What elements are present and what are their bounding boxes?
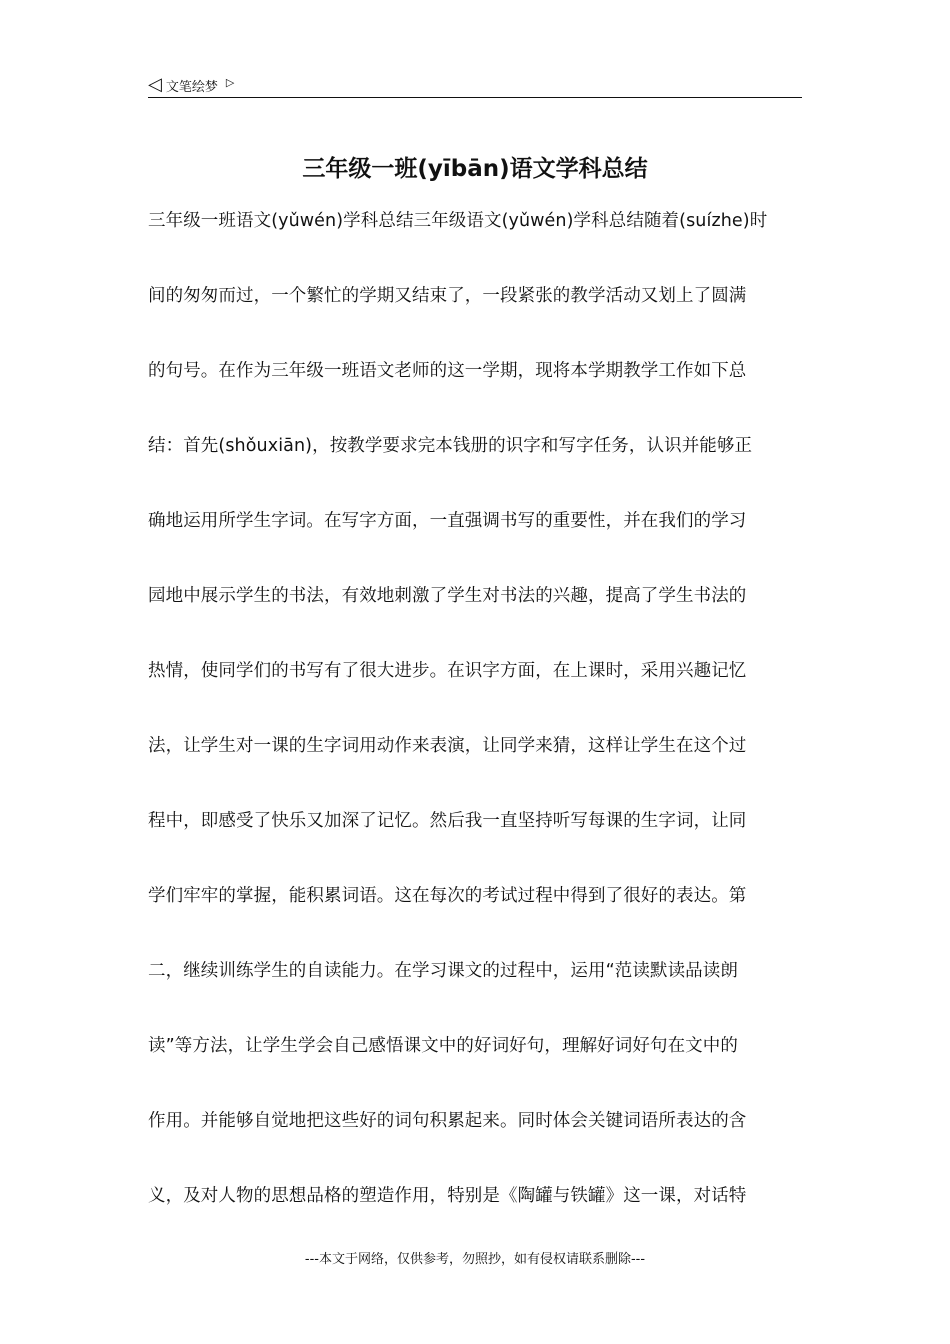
- body-line-8: 法，让学生对一课的生字词用动作来表演，让同学来猜，这样让学生在这个过: [148, 736, 747, 756]
- body-line-2: 间的匆匆而过，一个繁忙的学期又结束了，一段紧张的教学活动又划上了圆满: [148, 286, 747, 306]
- body-line-1: 三年级一班语文(yǔwén)学科总结三年级语文(yǔwén)学科总结随着(suízhe)时: [148, 211, 768, 231]
- page-header: [148, 72, 802, 98]
- right-triangle-icon: ▷: [225, 75, 235, 89]
- body-line-9: 程中，即感受了快乐又加深了记忆。然后我一直坚持听写每课的生字词，让同: [148, 811, 747, 831]
- body-line-13: 作用。并能够自觉地把这些好的词句积累起来。同时体会关键词语所表达的含: [148, 1111, 747, 1131]
- body-line-7: 热情，使同学们的书写有了很大进步。在识字方面，在上课时，采用兴趣记忆: [148, 661, 747, 681]
- body-line-5: 确地运用所学生字词。在写字方面，一直强调书写的重要性，并在我们的学习: [148, 511, 747, 531]
- body-line-10: 学们牢牢的掌握，能积累词语。这在每次的考试过程中得到了很好的表达。第: [148, 886, 747, 906]
- header-divider: [148, 97, 802, 98]
- body-line-11: 二，继续训练学生的自读能力。在学习课文的过程中，运用“范读默读品读朗: [148, 961, 738, 981]
- left-triangle-icon: ◁: [148, 74, 162, 95]
- body-line-6: 园地中展示学生的书法，有效地刺激了学生对书法的兴趣，提高了学生书法的: [148, 586, 747, 606]
- document-title: 三年级一班(yībān)语文学科总结: [302, 156, 648, 182]
- page-footer: ---本文于网络，仅供参考，勿照抄，如有侵权请联系删除---: [304, 1252, 646, 1267]
- body-line-14: 义，及对人物的思想品格的塑造作用，特别是《陶罐与铁罐》这一课，对话特: [148, 1186, 747, 1206]
- body-line-4: 结：首先(shǒuxiān)，按教学要求完本钱册的识字和写字任务，认识并能够正: [148, 436, 753, 456]
- header-text: 文笔绘梦: [165, 79, 218, 95]
- body-line-12: 读”等方法，让学生学会自己感悟课文中的好词好句，理解好词好句在文中的: [148, 1036, 738, 1056]
- body-line-3: 的句号。在作为三年级一班语文老师的这一学期，现将本学期教学工作如下总: [148, 361, 747, 381]
